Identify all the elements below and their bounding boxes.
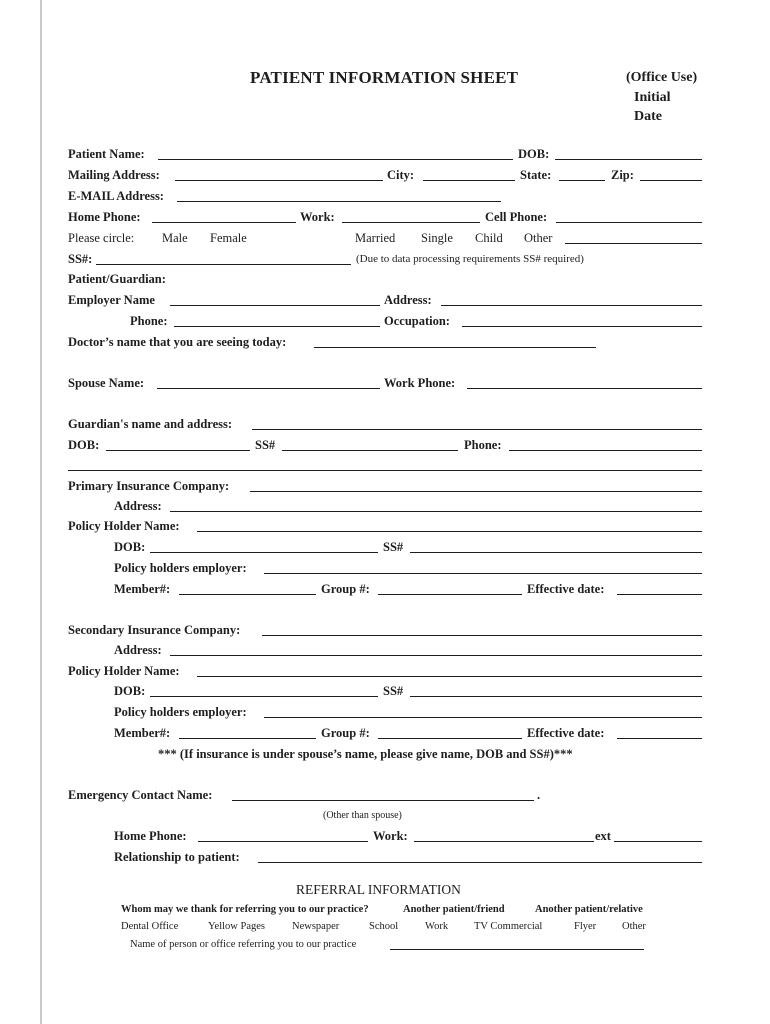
- doctor-name-label: Doctor’s name that you are seeing today:: [68, 335, 287, 349]
- secondary-dob-label: DOB:: [114, 684, 146, 698]
- primary-holder-label: Policy Holder Name:: [68, 519, 180, 533]
- referral-flyer[interactable]: Flyer: [574, 921, 597, 932]
- secondary-member-field[interactable]: [179, 726, 316, 739]
- city-label: City:: [387, 168, 415, 182]
- row-spouse-insurance-note: [0, 747, 770, 765]
- work-phone-field[interactable]: [342, 210, 480, 223]
- secondary-ss-field[interactable]: [410, 684, 702, 697]
- emergency-home-phone-field[interactable]: [198, 829, 368, 842]
- single-option[interactable]: Single: [421, 231, 453, 245]
- office-use-label: (Office Use): [626, 70, 698, 85]
- employer-address-label: Address:: [384, 293, 432, 307]
- referral-dental-office[interactable]: Dental Office: [121, 921, 179, 932]
- spouse-name-label: Spouse Name:: [68, 376, 145, 390]
- referral-another-relative[interactable]: Another patient/relative: [535, 904, 643, 915]
- cell-phone-label: Cell Phone:: [485, 210, 548, 224]
- primary-group-field[interactable]: [378, 582, 522, 595]
- state-label: State:: [520, 168, 552, 182]
- mailing-address-field[interactable]: [175, 168, 383, 181]
- secondary-employer-label: Policy holders employer:: [114, 705, 247, 719]
- patient-guardian-label: Patient/Guardian:: [68, 272, 166, 286]
- row-primary-employer: [0, 561, 770, 579]
- relationship-field[interactable]: [258, 850, 702, 863]
- row-patient-guardian: [0, 272, 770, 290]
- child-option[interactable]: Child: [475, 231, 503, 245]
- primary-effective-label: Effective date:: [527, 582, 605, 596]
- other-option[interactable]: Other: [524, 231, 553, 245]
- married-option[interactable]: Married: [355, 231, 396, 245]
- female-option[interactable]: Female: [210, 231, 247, 245]
- other-than-spouse-note: (Other than spouse): [323, 810, 402, 821]
- secondary-group-label: Group #:: [321, 726, 370, 740]
- row-referral-options: [0, 921, 770, 939]
- guardian-name-field[interactable]: [252, 417, 702, 430]
- row-secondary-company: [0, 623, 770, 641]
- page-title: PATIENT INFORMATION SHEET: [250, 68, 519, 87]
- primary-effective-field[interactable]: [617, 582, 702, 595]
- row-employer-phone: [0, 314, 770, 332]
- row-emergency-phone: [0, 829, 770, 847]
- referral-question: Whom may we thank for referring you to our practice?: [121, 904, 369, 915]
- spouse-work-phone-label: Work Phone:: [384, 376, 456, 390]
- guardian-ss-label: SS#: [255, 438, 276, 452]
- doctor-name-field[interactable]: [314, 335, 596, 348]
- secondary-address-field[interactable]: [170, 643, 702, 656]
- primary-dob-label: DOB:: [114, 540, 146, 554]
- secondary-holder-label: Policy Holder Name:: [68, 664, 180, 678]
- cell-phone-field[interactable]: [556, 210, 702, 223]
- patient-name-field[interactable]: [158, 147, 513, 160]
- row-guardian-name: [0, 417, 770, 435]
- city-field[interactable]: [423, 168, 515, 181]
- row-primary-holder: [0, 519, 770, 537]
- referral-school[interactable]: School: [369, 921, 399, 932]
- guardian-ss-field[interactable]: [282, 438, 458, 451]
- primary-address-label: Address:: [114, 499, 162, 513]
- mailing-address-label: Mailing Address:: [68, 168, 160, 182]
- primary-ss-field[interactable]: [410, 540, 702, 553]
- emergency-name-label: Emergency Contact Name:: [68, 788, 213, 802]
- secondary-address-label: Address:: [114, 643, 162, 657]
- ss-required-note: (Due to data processing requirements SS# required): [356, 253, 584, 265]
- home-phone-label: Home Phone:: [68, 210, 141, 224]
- secondary-effective-label: Effective date:: [527, 726, 605, 740]
- other-status-field[interactable]: [565, 231, 702, 244]
- work-phone-label: Work:: [300, 210, 335, 224]
- male-option[interactable]: Male: [162, 231, 188, 245]
- zip-label: Zip:: [611, 168, 634, 182]
- spouse-work-phone-field[interactable]: [467, 376, 702, 389]
- employer-address-field[interactable]: [441, 293, 702, 306]
- row-mailing-address: [0, 168, 770, 186]
- row-email: [0, 189, 770, 207]
- referral-another-friend[interactable]: Another patient/friend: [403, 904, 505, 915]
- secondary-holder-field[interactable]: [197, 664, 702, 677]
- primary-company-label: Primary Insurance Company:: [68, 479, 230, 493]
- emergency-work-field[interactable]: [414, 829, 594, 842]
- primary-employer-label: Policy holders employer:: [114, 561, 247, 575]
- email-label: E-MAIL Address:: [68, 189, 164, 203]
- row-secondary-dob: [0, 684, 770, 702]
- emergency-work-label: Work:: [373, 829, 408, 843]
- dob-field[interactable]: [555, 147, 702, 160]
- primary-member-label: Member#:: [114, 582, 171, 596]
- referral-person-label: Name of person or office referring you to our practice: [130, 939, 357, 950]
- row-ss: [0, 252, 770, 270]
- row-referral-question: [0, 904, 770, 922]
- row-home-phone: [0, 210, 770, 228]
- row-secondary-holder: [0, 664, 770, 682]
- row-doctor: [0, 335, 770, 353]
- spouse-insurance-note: *** (If insurance is under spouse’s name, please give name, DOB and SS#)***: [158, 747, 573, 761]
- referral-yellow-pages[interactable]: Yellow Pages: [208, 921, 265, 932]
- office-date-label: Date: [634, 109, 662, 124]
- emergency-name-field[interactable]: [232, 788, 534, 801]
- guardian-phone-label: Phone:: [464, 438, 502, 452]
- spouse-name-field[interactable]: [157, 376, 380, 389]
- please-circle-label: Please circle:: [68, 231, 135, 245]
- secondary-ss-label: SS#: [383, 684, 404, 698]
- guardian-phone-field[interactable]: [509, 438, 702, 451]
- referral-tv-commercial[interactable]: TV Commercial: [474, 921, 543, 932]
- referral-title: REFERRAL INFORMATION: [296, 882, 461, 897]
- secondary-company-field[interactable]: [262, 623, 702, 636]
- row-primary-address: [0, 499, 770, 517]
- row-referral-person: [0, 939, 770, 957]
- primary-member-field[interactable]: [179, 582, 316, 595]
- referral-other[interactable]: Other: [622, 921, 646, 932]
- primary-holder-field[interactable]: [197, 519, 702, 532]
- primary-group-label: Group #:: [321, 582, 370, 596]
- employer-name-field[interactable]: [170, 293, 380, 306]
- occupation-label: Occupation:: [384, 314, 450, 328]
- emergency-ext-field[interactable]: [614, 829, 702, 842]
- row-employer: [0, 293, 770, 311]
- relationship-label: Relationship to patient:: [114, 850, 240, 864]
- ss-label: SS#:: [68, 252, 93, 266]
- ss-field[interactable]: [96, 252, 351, 265]
- row-primary-company: [0, 479, 770, 497]
- row-primary-dob: [0, 540, 770, 558]
- employer-phone-field[interactable]: [174, 314, 380, 327]
- row-secondary-address: [0, 643, 770, 661]
- emergency-period: .: [537, 788, 541, 802]
- row-spouse: [0, 376, 770, 394]
- emergency-home-phone-label: Home Phone:: [114, 829, 187, 843]
- office-initial-label: Initial: [634, 90, 671, 105]
- secondary-employer-field[interactable]: [264, 705, 702, 718]
- zip-field[interactable]: [640, 168, 702, 181]
- referral-newspaper[interactable]: Newspaper: [292, 921, 340, 932]
- secondary-effective-field[interactable]: [617, 726, 702, 739]
- dob-label: DOB:: [518, 147, 550, 161]
- primary-employer-field[interactable]: [264, 561, 702, 574]
- row-secondary-employer: [0, 705, 770, 723]
- emergency-ext-label: ext: [595, 829, 611, 843]
- home-phone-field[interactable]: [152, 210, 296, 223]
- employer-name-label: Employer Name: [68, 293, 155, 307]
- secondary-member-label: Member#:: [114, 726, 171, 740]
- guardian-dob-field[interactable]: [106, 438, 250, 451]
- secondary-dob-field[interactable]: [150, 684, 378, 697]
- guardian-extra-line[interactable]: [68, 470, 702, 471]
- employer-phone-label: Phone:: [130, 314, 168, 328]
- row-please-circle: [0, 231, 770, 249]
- row-patient-name: [0, 147, 770, 165]
- row-primary-member: [0, 582, 770, 600]
- primary-address-field[interactable]: [170, 499, 702, 512]
- referral-person-field[interactable]: [390, 939, 644, 950]
- primary-ss-label: SS#: [383, 540, 404, 554]
- primary-company-field[interactable]: [250, 479, 702, 492]
- row-relationship: [0, 850, 770, 868]
- primary-dob-field[interactable]: [150, 540, 378, 553]
- patient-name-label: Patient Name:: [68, 147, 145, 161]
- guardian-dob-label: DOB:: [68, 438, 100, 452]
- secondary-company-label: Secondary Insurance Company:: [68, 623, 241, 637]
- referral-work[interactable]: Work: [425, 921, 449, 932]
- occupation-field[interactable]: [462, 314, 702, 327]
- row-guardian-dob: [0, 438, 770, 456]
- row-other-than-spouse: [0, 810, 770, 828]
- row-secondary-member: [0, 726, 770, 744]
- email-field[interactable]: [177, 189, 501, 202]
- state-field[interactable]: [559, 168, 605, 181]
- secondary-group-field[interactable]: [378, 726, 522, 739]
- guardian-name-label: Guardian's name and address:: [68, 417, 233, 431]
- row-emergency: [0, 788, 770, 806]
